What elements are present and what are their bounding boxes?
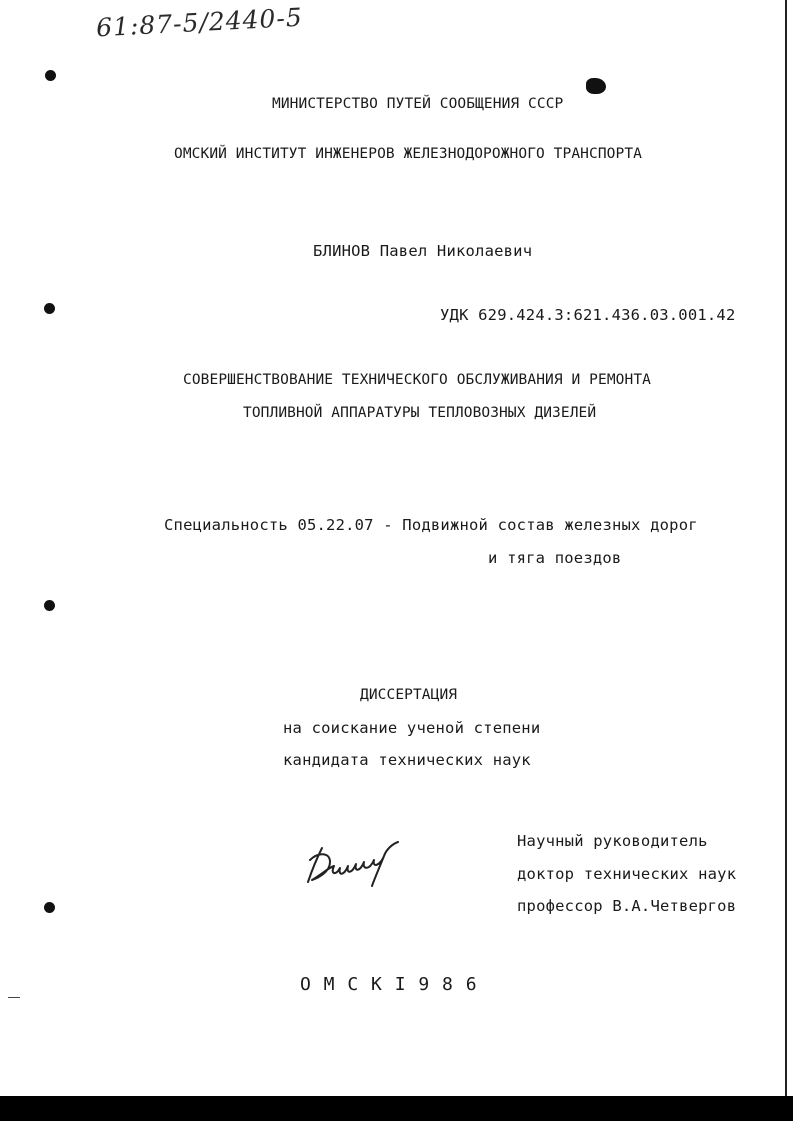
supervisor-line-3: профессор В.А.Четвергов <box>517 897 737 915</box>
ministry-name: МИНИСТЕРСТВО ПУТЕЙ СООБЩЕНИЯ СССР <box>272 96 564 112</box>
binding-hole-3 <box>44 600 55 611</box>
author-name: БЛИНОВ Павел Николаевич <box>313 242 533 260</box>
binding-hole-2 <box>44 303 55 314</box>
dissertation-line-2: кандидата технических наук <box>283 751 531 769</box>
specialty-line-2: и тяга поездов <box>488 549 622 567</box>
binding-hole-1 <box>45 70 56 81</box>
specialty-line-1: Специальность 05.22.07 - Подвижной состав железных дорог <box>164 516 698 534</box>
title-line-2: ТОПЛИВНОЙ АППАРАТУРЫ ТЕПЛОВОЗНЫХ ДИЗЕЛЕЙ <box>243 405 597 421</box>
dissertation-line-1: на соискание ученой степени <box>283 719 541 737</box>
scan-bottom-bar <box>0 1096 793 1121</box>
title-line-1: СОВЕРШЕНСТВОВАНИЕ ТЕХНИЧЕСКОГО ОБСЛУЖИВАНИЯ И РЕМОНТА <box>183 372 651 388</box>
margin-tick <box>8 997 20 998</box>
city-year: О М С К І 9 8 6 <box>300 974 478 995</box>
ink-blot <box>586 78 606 94</box>
supervisor-line-1: Научный руководитель <box>517 832 708 850</box>
binding-hole-4 <box>44 902 55 913</box>
dissertation-heading: ДИССЕРТАЦИЯ <box>360 687 458 703</box>
scan-right-edge <box>785 0 787 1096</box>
udk-code: УДК 629.424.3:621.436.03.001.42 <box>440 306 736 324</box>
supervisor-line-2: доктор технических наук <box>517 865 737 883</box>
handwritten-signature <box>300 830 410 890</box>
archive-handwritten-note: 61:87-5/2440-5 <box>95 2 304 43</box>
institute-name: ОМСКИЙ ИНСТИТУТ ИНЖЕНЕРОВ ЖЕЛЕЗНОДОРОЖНОГО ТРАНСПОРТА <box>174 146 642 162</box>
